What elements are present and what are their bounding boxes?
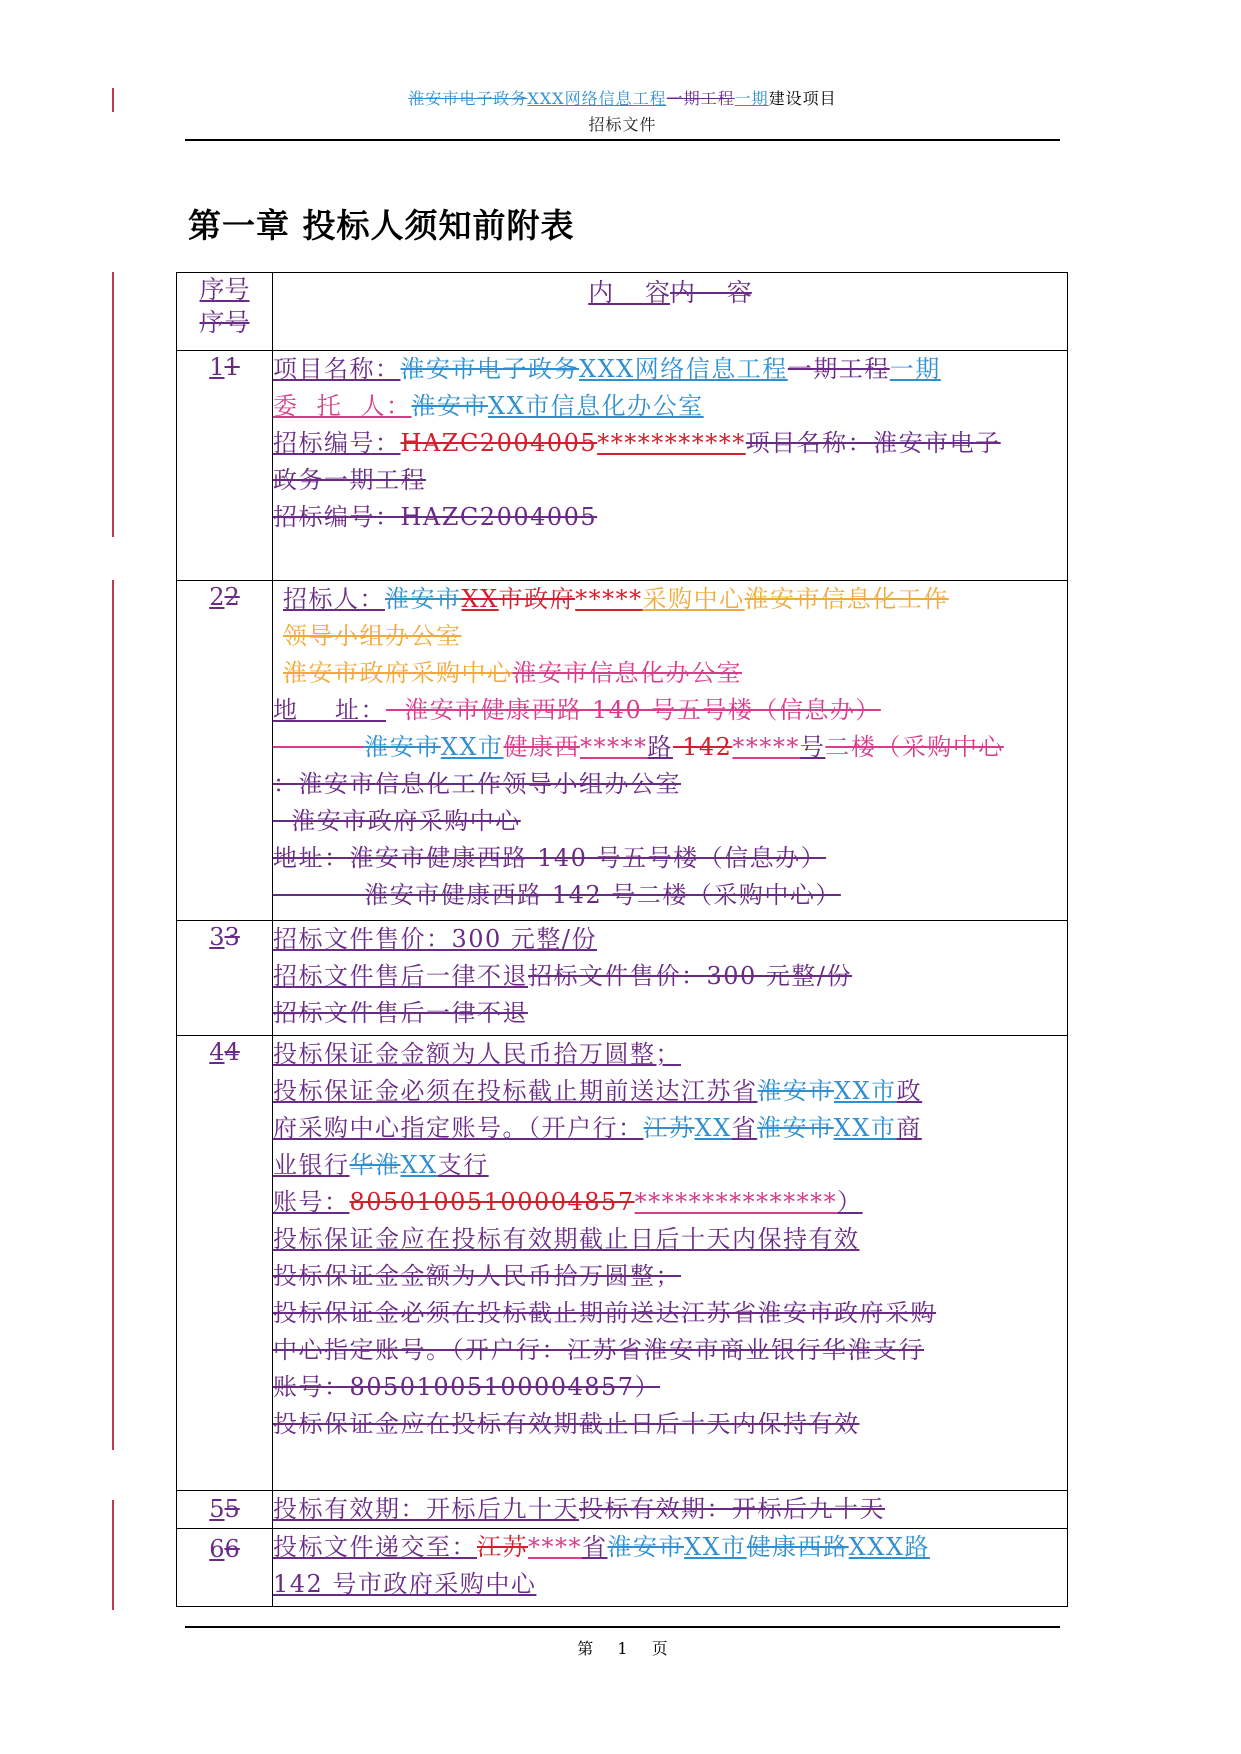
deleted-text: 淮安市信息化办公室 <box>512 659 742 687</box>
change-bar <box>112 580 114 1450</box>
text: 府采购中心指定账号。（开户行： <box>273 1114 644 1142</box>
inserted-text: 淮安市电子政务 <box>400 355 579 383</box>
row-number-cell <box>177 1036 273 1491</box>
inserted-text: XXX <box>848 1533 905 1561</box>
spacer <box>273 733 364 761</box>
deposit-amount-line: 投标保证金金额为人民币拾万圆整； <box>273 1040 681 1068</box>
deleted-text: 淮安市 <box>364 733 441 761</box>
price-line: 招标文件售价：300 元整/份 <box>273 925 598 953</box>
account-number-line <box>273 1184 1067 1221</box>
table-row <box>177 351 1068 581</box>
deleted-text: HAZC2004005 <box>400 429 598 457</box>
deposit-account-line <box>273 1073 1067 1110</box>
page-label: 第 <box>577 1639 594 1658</box>
row-number: 4 <box>209 1038 225 1066</box>
inserted-text: XXX <box>579 355 635 383</box>
table-row <box>177 1491 1068 1529</box>
table-header-row <box>177 273 1068 351</box>
inserted-text: 采购中心 <box>642 585 745 613</box>
label: 地 址： <box>273 696 387 724</box>
row-number-cell <box>177 921 273 1036</box>
row-number: 3 <box>209 923 225 951</box>
header-text: 一期 <box>734 89 769 108</box>
deleted-line: 账号：80501005100004857） <box>273 1373 661 1401</box>
header-line-2: 招标文件 <box>588 115 657 134</box>
label: 委 托 人： <box>273 392 412 420</box>
inserted-text: XX <box>400 1151 438 1179</box>
inserted-text: XX <box>488 392 526 420</box>
text: 路 <box>647 733 673 761</box>
text: 省 <box>731 1114 758 1142</box>
change-bar <box>112 88 114 112</box>
header-rule <box>185 139 1060 141</box>
deleted-text: 华淮 <box>349 1151 401 1179</box>
inserted-text: 网络信息工程 <box>634 355 788 383</box>
header-text: 建设项目 <box>768 89 837 108</box>
header-text: 网络信息工程 <box>564 89 667 108</box>
deleted-text: 淮安市 <box>757 1077 834 1105</box>
deleted-text: 淮安市 <box>607 1533 684 1561</box>
footer-rule <box>185 1626 1060 1628</box>
table-row <box>177 921 1068 1036</box>
deleted-line <box>273 655 1067 692</box>
deleted-text: 80501005100004857 <box>349 1188 635 1216</box>
text: 省 <box>582 1533 608 1561</box>
deposit-bank-line <box>273 1110 1067 1147</box>
row-content-cell <box>273 351 1068 581</box>
row-number: 2 <box>209 583 225 611</box>
inserted-text: 市 <box>871 1077 897 1105</box>
validity-line <box>273 1491 1067 1528</box>
deposit-validity-line: 投标保证金应在投标有效期截止日后十天内保持有效 <box>273 1225 860 1253</box>
header-number-label-deleted: 序号 <box>199 308 250 337</box>
deleted-text: 健康西 <box>503 733 580 761</box>
row-number-deleted: 6 <box>224 1535 240 1563</box>
row-number-deleted: 3 <box>224 923 240 951</box>
inserted-text: 路 <box>904 1533 930 1561</box>
deleted-line: 投标保证金金额为人民币拾万圆整； <box>273 1262 681 1290</box>
deleted-line: 淮安市健康西路 142 号二楼（采购中心） <box>273 881 841 909</box>
row-number-cell <box>177 351 273 581</box>
text: 投标保证金必须在投标截止期前送达江苏省 <box>273 1077 758 1105</box>
inserted-text: *************** <box>634 1188 838 1216</box>
row-content-cell <box>273 581 1068 921</box>
header-content-cell <box>273 273 1068 351</box>
deleted-line: 招标编号：HAZC2004005 <box>273 503 598 531</box>
deleted-line: 领导小组办公室 <box>283 622 462 650</box>
row-number-cell <box>177 581 273 921</box>
inserted-text: XX <box>833 1114 871 1142</box>
row-number-deleted: 4 <box>224 1038 240 1066</box>
inserted-text: ***** <box>575 585 643 613</box>
deposit-branch-line <box>273 1147 1067 1184</box>
text: 政 <box>896 1077 923 1105</box>
header-text: 一期工程 <box>666 89 735 108</box>
inserted-text: *********** <box>597 429 746 457</box>
row-content-cell <box>273 1529 1068 1607</box>
deleted-line: ：淮安市信息化工作领导小组办公室 <box>273 770 681 798</box>
deleted-text: 项目名称：淮安市电子 <box>745 429 1001 457</box>
row-number: 1 <box>209 353 225 381</box>
tender-number-line <box>273 425 1067 462</box>
inserted-text: 市 <box>721 1533 747 1561</box>
row-number-deleted: 5 <box>224 1495 240 1523</box>
page-footer <box>185 1636 1060 1659</box>
inserted-text: **** <box>528 1533 582 1561</box>
tenderer-line <box>273 581 1067 618</box>
label: 招标编号： <box>273 429 401 457</box>
inserted-text: ***** <box>732 733 800 761</box>
deleted-line: 投标保证金应在投标有效期截止日后十天内保持有效 <box>273 1410 860 1438</box>
deleted-line: 地址：淮安市健康西路 140 号五号楼（信息办） <box>273 844 827 872</box>
deleted-line: 淮安市政府采购中心 <box>273 807 521 835</box>
deleted-text: 142 <box>672 733 733 761</box>
label: 招标人： <box>283 585 385 613</box>
text: ） <box>837 1188 863 1216</box>
text: 号 <box>799 733 826 761</box>
deleted-text: 招标文件售价：300 元整/份 <box>528 962 853 990</box>
page-label: 页 <box>651 1639 668 1658</box>
row-number-deleted: 1 <box>224 353 240 381</box>
row-number: 5 <box>209 1495 225 1523</box>
table-row <box>177 1529 1068 1607</box>
address-line-2 <box>273 729 1067 766</box>
deleted-text: 投标有效期：开标后九十天 <box>579 1495 885 1523</box>
inserted-text: 市信息化办公室 <box>525 392 704 420</box>
deleted-text: 淮安市 <box>757 1114 834 1142</box>
header-number-cell <box>177 273 273 351</box>
inserted-text: 市 <box>477 733 504 761</box>
client-line <box>273 388 1067 425</box>
row-number-deleted: 2 <box>224 583 240 611</box>
header-content-label: 内 容 <box>588 278 670 307</box>
deleted-text: 市政府 <box>498 585 576 613</box>
header-content-label-deleted: 内 容 <box>670 278 752 307</box>
change-bar <box>112 272 114 537</box>
inserted-text: 一期 <box>889 355 941 383</box>
deleted-text: 健康西路 <box>746 1533 849 1561</box>
label: 项目名称： <box>273 355 401 383</box>
row-content-cell <box>273 1491 1068 1529</box>
project-name-line <box>273 351 1067 388</box>
inserted-text: 市 <box>870 1114 897 1142</box>
inserted-text: XX <box>694 1114 732 1142</box>
header-line-1 <box>185 86 1060 112</box>
chapter-title: 第一章 投标人须知前附表 <box>188 206 575 245</box>
inserted-text: XX <box>684 1533 722 1561</box>
inserted-text: 投标有效期：开标后九十天 <box>273 1495 579 1523</box>
deleted-text: 江苏 <box>477 1533 528 1561</box>
deleted-text: 淮安市 <box>411 392 489 420</box>
header-text: XXX <box>527 89 565 108</box>
inserted-text: ***** <box>579 733 648 761</box>
row-number: 6 <box>209 1535 225 1563</box>
deleted-text: 淮安市健康西路 140 号五号楼（信息办） <box>386 696 881 724</box>
label: 投标文件递交至： <box>273 1533 477 1561</box>
deleted-text: 淮安市信息化工作 <box>744 585 949 613</box>
change-bar <box>112 1500 114 1610</box>
deleted-line: 政务一期工程 <box>273 466 426 494</box>
no-refund-line <box>273 958 1067 995</box>
header-number-label: 序号 <box>199 275 250 304</box>
row-content-cell <box>273 921 1068 1036</box>
inserted-text: XX <box>834 1077 872 1105</box>
bid-info-table <box>176 272 1068 1607</box>
deleted-text: 淮安市 <box>385 585 462 613</box>
header-text: 淮安市电子政务 <box>408 89 528 108</box>
row-content-cell <box>273 1036 1068 1491</box>
deleted-line: 招标文件售后一律不退 <box>273 999 528 1027</box>
page-number: 1 <box>617 1639 628 1658</box>
deleted-line: 投标保证金必须在投标截止期前送达江苏省淮安市政府采购 <box>273 1299 936 1327</box>
address-line <box>273 692 1067 729</box>
inserted-text: XX <box>440 733 478 761</box>
submission-line-2: 142 号市政府采购中心 <box>273 1570 537 1598</box>
deleted-line: 中心指定账号。（开户行：江苏省淮安市商业银行华淮支行 <box>273 1336 924 1364</box>
table-row <box>177 1036 1068 1491</box>
table-row <box>177 581 1068 921</box>
deleted-text: 江苏 <box>643 1114 695 1142</box>
deleted-text: 淮安市政府采购中心 <box>283 659 513 687</box>
text: 业银行 <box>273 1151 350 1179</box>
inserted-text: 招标文件售后一律不退 <box>273 962 528 990</box>
submission-line <box>273 1529 1067 1566</box>
deleted-text: XX <box>461 585 499 613</box>
row-number-cell <box>177 1529 273 1607</box>
text: 商 <box>896 1114 922 1142</box>
page-header <box>185 86 1060 138</box>
row-number-cell <box>177 1491 273 1529</box>
label: 账号： <box>273 1188 350 1216</box>
text: 支行 <box>437 1151 489 1179</box>
deleted-text: 二楼（采购中心 <box>825 733 1004 761</box>
deleted-text: 一期工程 <box>787 355 890 383</box>
